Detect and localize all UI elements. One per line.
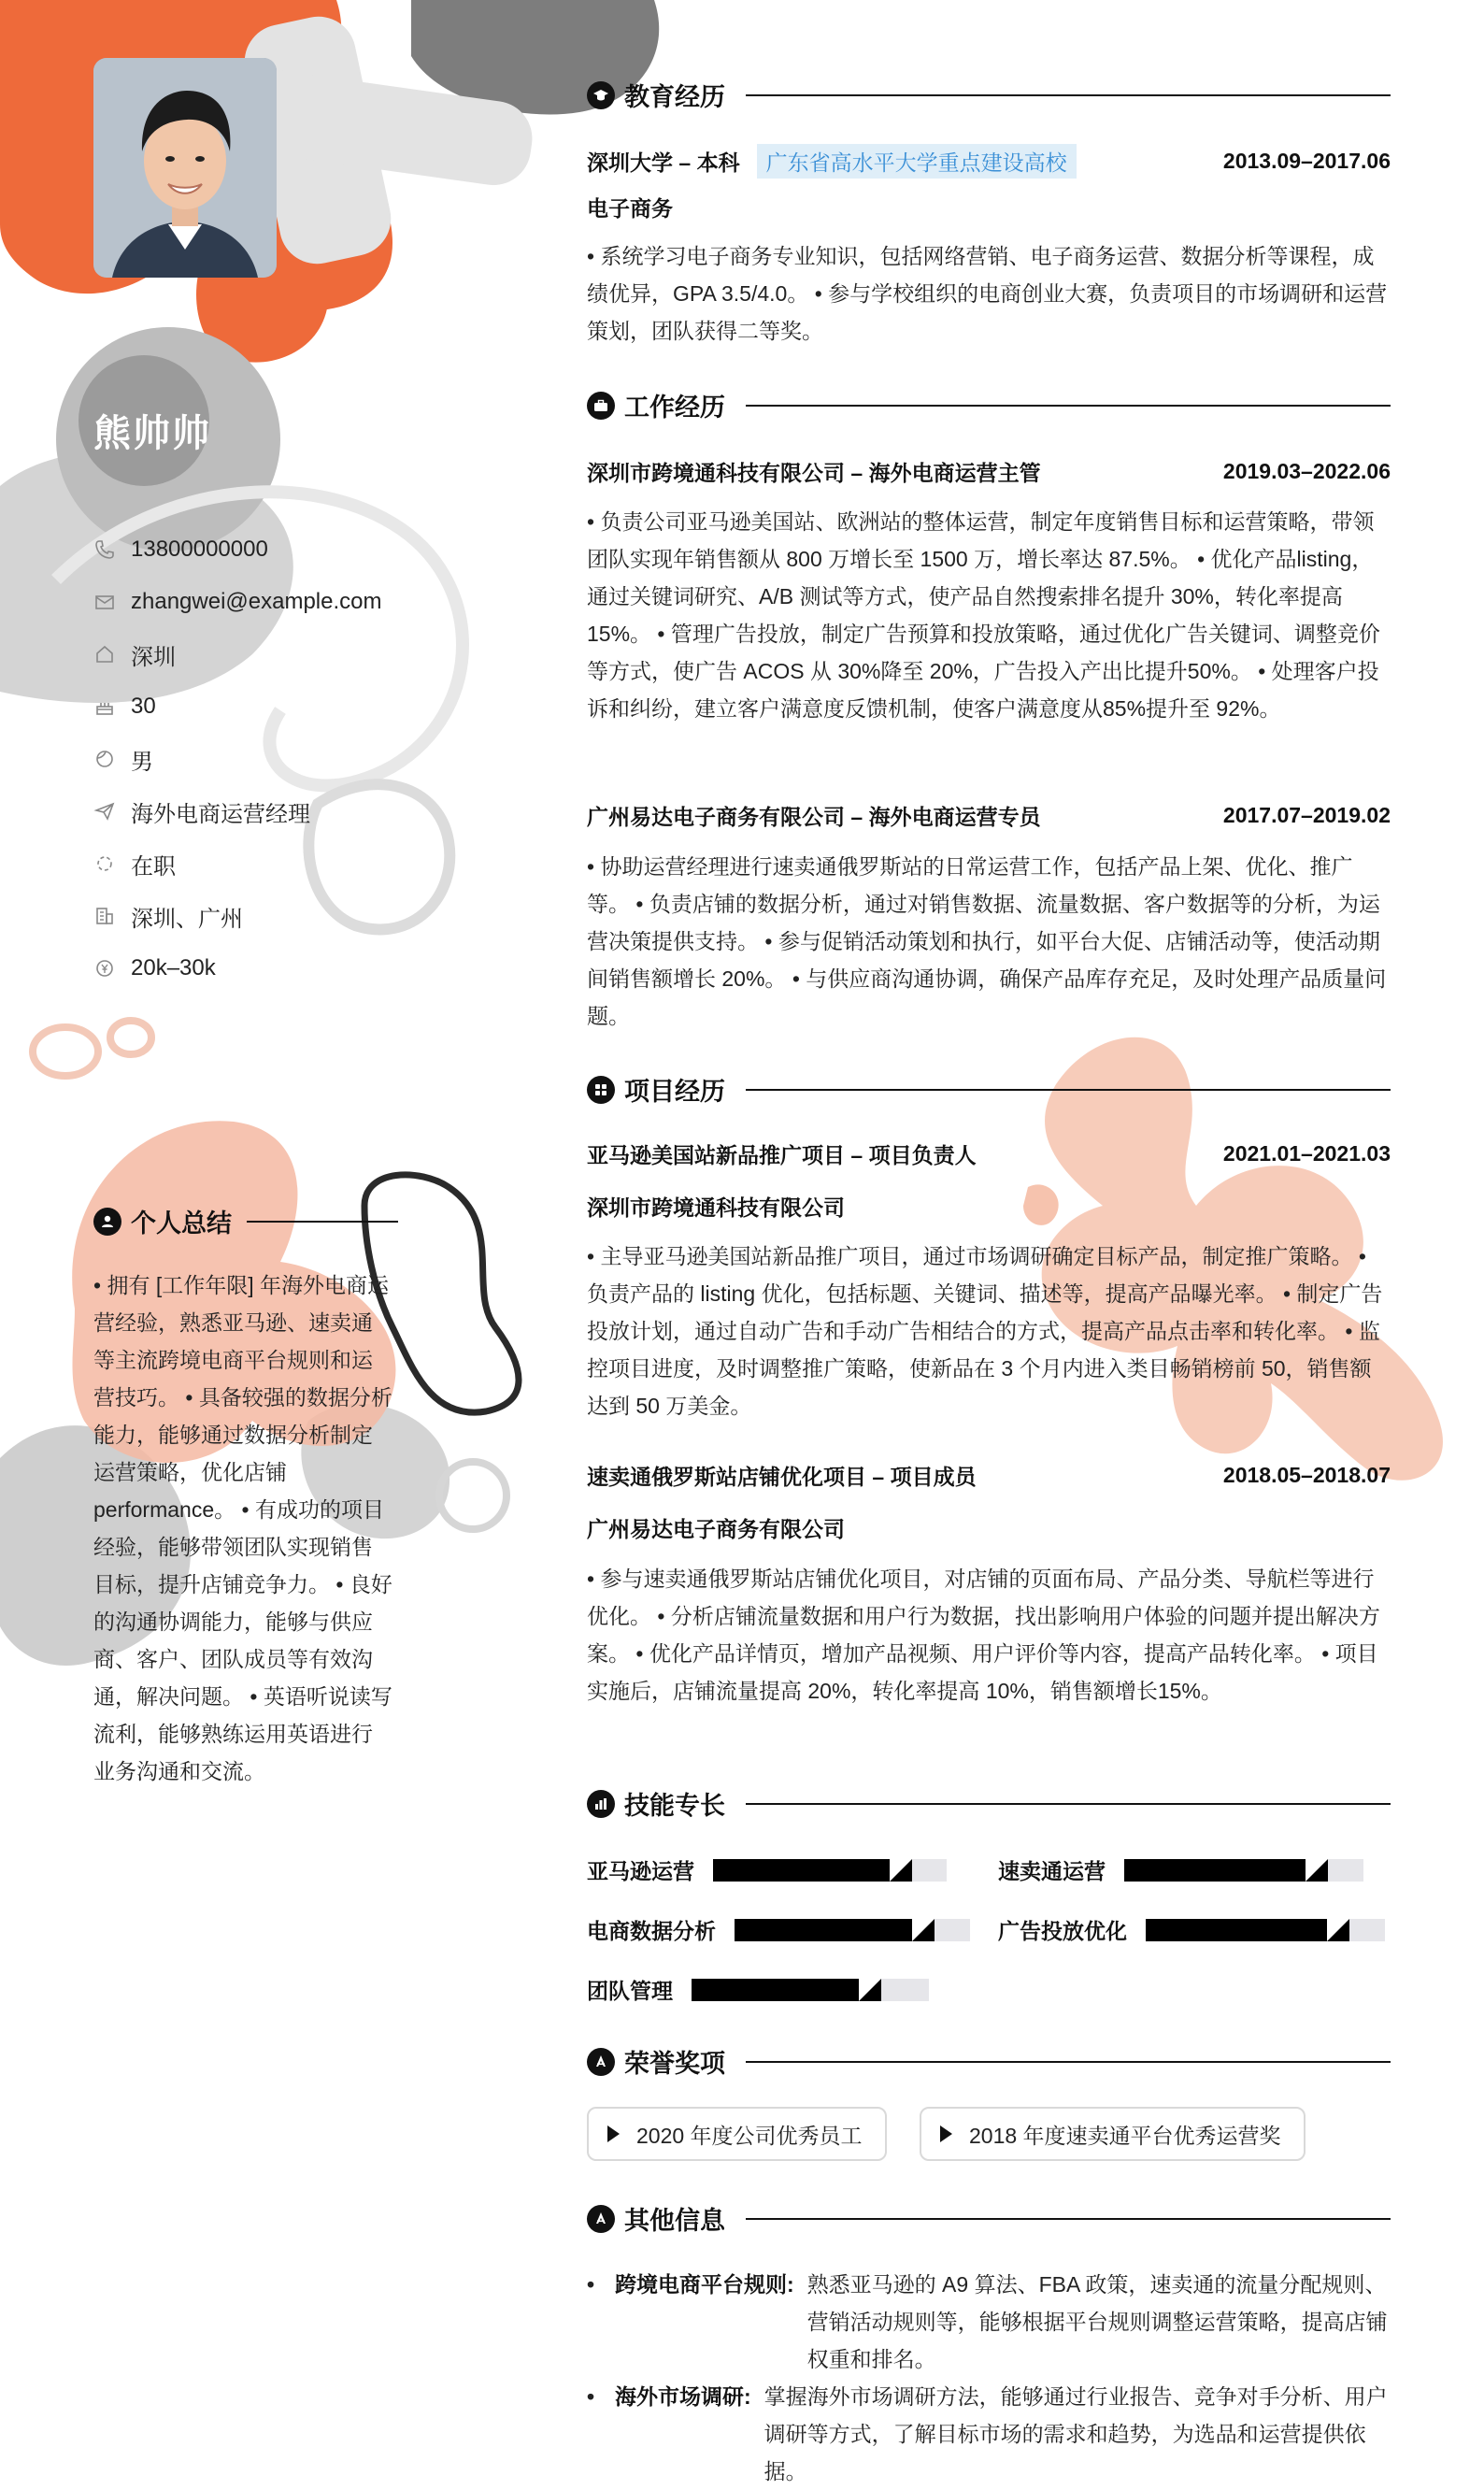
projects-heading [587, 1071, 1391, 1108]
location-text: 深圳 [131, 644, 176, 670]
education-description: • 系统学习电子商务专业知识，包括网络营销、电子商务运营、数据分析等课程，成绩优异，GPA 3.5/4.0。 • 参与学校组织的电商创业大赛，负责项目的市场调研和运营策划，团队获得二等奖。 [587, 244, 1388, 343]
work-date-2: 2017.07–2019.02 [1222, 803, 1391, 827]
project-company-1: 深圳市跨境通科技有限公司 [587, 1195, 845, 1220]
projects-title: 项目经历 [624, 1078, 725, 1106]
gender-text: 男 [131, 749, 153, 775]
work-date-1: 2019.03–2022.06 [1222, 459, 1391, 483]
skill-bar-fill [1146, 1919, 1349, 1941]
info-salary [93, 942, 382, 995]
school-tag: 广东省高水平大学重点建设高校 [757, 144, 1077, 179]
honors-title: 荣誉奖项 [624, 2050, 725, 2078]
education-title: 教育经历 [624, 83, 725, 111]
projects-divider [746, 1089, 1391, 1091]
skills-divider [746, 1803, 1391, 1805]
project-name-1: 亚马逊美国站新品推广项目 – 项目负责人 [587, 1143, 977, 1167]
summary-title: 个人总结 [131, 1209, 232, 1238]
bullet-icon: • [587, 2272, 595, 2297]
other-title: 其他信息 [624, 2207, 725, 2235]
position-text: 海外电商运营经理 [131, 801, 310, 827]
skill-name: 速卖通运营 [998, 1859, 1106, 1883]
skill-bar-notch [890, 1859, 912, 1882]
work-company-2: 广州易达电子商务有限公司 – 海外电商运营专员 [587, 805, 1041, 829]
yen-icon [93, 957, 116, 980]
skills-title: 技能专长 [624, 1792, 725, 1820]
award-icon [587, 2205, 615, 2233]
home-icon [93, 643, 116, 665]
info-city [93, 890, 382, 942]
phone-icon [93, 538, 116, 561]
skill-bar-notch [1327, 1919, 1349, 1941]
skill-bar-fill [692, 1979, 881, 2001]
skill-name: 亚马逊运营 [587, 1859, 694, 1883]
work-description-1: • 负责公司亚马逊美国站、欧洲站的整体运营，制定年度销售目标和运营策略，带领团队实现年销售额从 800 万增长至 1500 万，增长率达 87.5%。 • 优化产品listing，通过关键词研究、A/B 测试等方式，使产品自然搜索排名提升 30%，转化率提高 15%。 • 管理广告投放，制定广告预算和投放策略，通过优化广告关键词、调整竞价等方式，使广告 ACOS 从 30%降至 20%，广告投入产出比提升50%。 • 处理客户投诉和纠纷，建立客户满意度反馈机制，使客户满意度从85%提升至 92%。 [587, 509, 1380, 721]
face-icon [93, 748, 116, 770]
phone-text: 13800000000 [131, 537, 268, 562]
skills-heading [587, 1785, 1391, 1822]
education-major: 电子商务 [587, 196, 673, 221]
education-divider [746, 94, 1391, 96]
project-description-1: • 主导亚马逊美国站新品推广项目，通过市场调研确定目标产品，制定推广策略。 • 负责产品的 listing 优化，包括标题、关键词、描述等，提高产品曝光率。 • 制定广告投放计划，通过自动广告和手动广告相结合的方式，提高产品点击率和转化率。 • 监控项目进度，及时调整推广策略，使新品在 3 个月内进入类目畅销榜前 50，销售额达到 50 万美金。 [587, 1244, 1383, 1418]
avatar [93, 58, 277, 278]
honor-chip [587, 2107, 887, 2161]
work-row-1 [587, 456, 1391, 487]
skill-bar [713, 1859, 947, 1882]
project-date-1: 2021.01–2021.03 [1222, 1141, 1391, 1166]
other-heading [587, 2200, 1391, 2237]
skill-item [587, 1914, 970, 1945]
project-description-2: • 参与速卖通俄罗斯站店铺优化项目，对店铺的页面布局、产品分类、导航栏等进行优化。 • 分析店铺流量数据和用户行为数据，找出影响用户体验的问题并提出解决方案。 • 优化产品详情页，增加产品视频、用户评价等内容，提高产品转化率。 • 项目实施后，店铺流量提高 20%，转化率提高 10%，销售额增长15%。 [587, 1567, 1380, 1703]
play-icon [940, 2125, 952, 2142]
skill-bar-fill [713, 1859, 912, 1882]
info-email [93, 576, 382, 628]
city-text: 深圳、广州 [131, 906, 243, 932]
work-row-2 [587, 800, 1391, 831]
status-text: 在职 [131, 853, 176, 880]
cake-icon [93, 695, 116, 718]
work-company-1: 深圳市跨境通科技有限公司 – 海外电商运营主管 [587, 461, 1041, 485]
user-icon [93, 1208, 121, 1236]
honor-text: 2020 年度公司优秀员工 [636, 2123, 863, 2148]
info-age [93, 680, 382, 733]
skill-item [587, 1854, 947, 1885]
email-text: zhangwei@example.com [131, 589, 382, 614]
other-item [587, 2378, 1391, 2490]
info-location [93, 628, 382, 680]
skill-bar [1146, 1919, 1385, 1941]
skill-bar-notch [859, 1979, 881, 2001]
summary-text: • 拥有 [工作年限] 年海外电商运营经验，熟悉亚马逊、速卖通等主流跨境电商平台规则和运营技巧。 • 具备较强的数据分析能力，能够通过数据分析制定运营策略，优化店铺performance。 • 有成功的项目经验，能够带领团队实现销售目标，提升店铺竞争力。 • 良好的沟通协调能力，能够与供应商、客户、团队成员等有效沟通，解决问题。 • 英语听说读写流利，能够熟练运用英语进行业务沟通和交流。 [93, 1273, 392, 1783]
skill-item [998, 1854, 1363, 1885]
other-text: 掌握海外市场调研方法，能够通过行业报告、竞争对手分析、用户调研等方式，了解目标市场的需求和趋势，为选品和运营提供依据。 [763, 2384, 1388, 2483]
work-heading [587, 387, 1391, 423]
skill-bar [735, 1919, 970, 1941]
info-position [93, 785, 382, 837]
age-text: 30 [131, 694, 156, 719]
project-row-1 [587, 1138, 1391, 1169]
info-gender [93, 733, 382, 785]
education-row [587, 144, 1391, 179]
work-title: 工作经历 [624, 394, 725, 422]
bar-chart-icon [587, 1790, 615, 1818]
info-status [93, 837, 382, 890]
award-icon [587, 2048, 615, 2076]
honors-divider [746, 2061, 1391, 2063]
other-label: 跨境电商平台规则: [615, 2272, 794, 2297]
bullet-icon: • [587, 2384, 595, 2409]
project-company-2: 广州易达电子商务有限公司 [587, 1517, 845, 1541]
skill-item [587, 1974, 929, 2005]
other-text: 熟悉亚马逊的 A9 算法、FBA 政策，速卖通的流量分配规则、营销活动规则等，能够根据平台规则调整运营策略，提高店铺权重和排名。 [806, 2272, 1388, 2371]
status-icon [93, 852, 116, 875]
briefcase-icon [587, 392, 615, 420]
building-icon [93, 905, 116, 927]
skill-name: 团队管理 [587, 1979, 673, 2003]
skill-bar-notch [912, 1919, 935, 1941]
honor-chip [920, 2107, 1306, 2161]
skill-item [998, 1914, 1385, 1945]
education-school: 深圳大学 – 本科 [587, 150, 740, 175]
other-divider [746, 2218, 1391, 2220]
info-phone [93, 523, 382, 576]
skill-bar-notch [1306, 1859, 1328, 1882]
education-date: 2013.09–2017.06 [1222, 149, 1391, 173]
skill-name: 广告投放优化 [998, 1919, 1127, 1943]
play-icon [607, 2125, 620, 2142]
skill-bar-fill [1124, 1859, 1328, 1882]
education-heading [587, 77, 1391, 113]
honors-heading [587, 2043, 1391, 2080]
education-school-line [587, 144, 1077, 179]
salary-text: 20k–30k [131, 955, 216, 980]
honor-text: 2018 年度速卖通平台优秀运营奖 [969, 2123, 1281, 2148]
project-row-2 [587, 1460, 1391, 1491]
graduation-cap-icon [587, 81, 615, 109]
candidate-name: 熊帅帅 [93, 413, 211, 454]
work-divider [746, 405, 1391, 407]
other-item [587, 2266, 1391, 2378]
summary-divider [247, 1221, 398, 1223]
work-description-2: • 协助运营经理进行速卖通俄罗斯站的日常运营工作，包括产品上架、优化、推广等。 • 负责店铺的数据分析，通过对销售数据、流量数据、客户数据等的分析，为运营决策提供支持。 • 参与促销活动策划和执行，如平台大促、店铺活动等，使活动期间销售额增长 20%。 • 与供应商沟通协调，确保产品库存充足，及时处理产品质量问题。 [587, 854, 1387, 1028]
grid-icon [587, 1076, 615, 1104]
summary-heading [93, 1203, 398, 1239]
project-date-2: 2018.05–2018.07 [1222, 1463, 1391, 1487]
mail-icon [93, 591, 116, 613]
portrait-illustration [93, 58, 277, 278]
contact-info [93, 523, 382, 995]
send-icon [93, 800, 116, 823]
skill-bar-fill [735, 1919, 935, 1941]
other-label: 海外市场调研: [615, 2384, 751, 2409]
skill-name: 电商数据分析 [587, 1919, 716, 1943]
skill-bar [692, 1979, 929, 2001]
project-name-2: 速卖通俄罗斯站店铺优化项目 – 项目成员 [587, 1465, 977, 1489]
skill-bar [1124, 1859, 1363, 1882]
